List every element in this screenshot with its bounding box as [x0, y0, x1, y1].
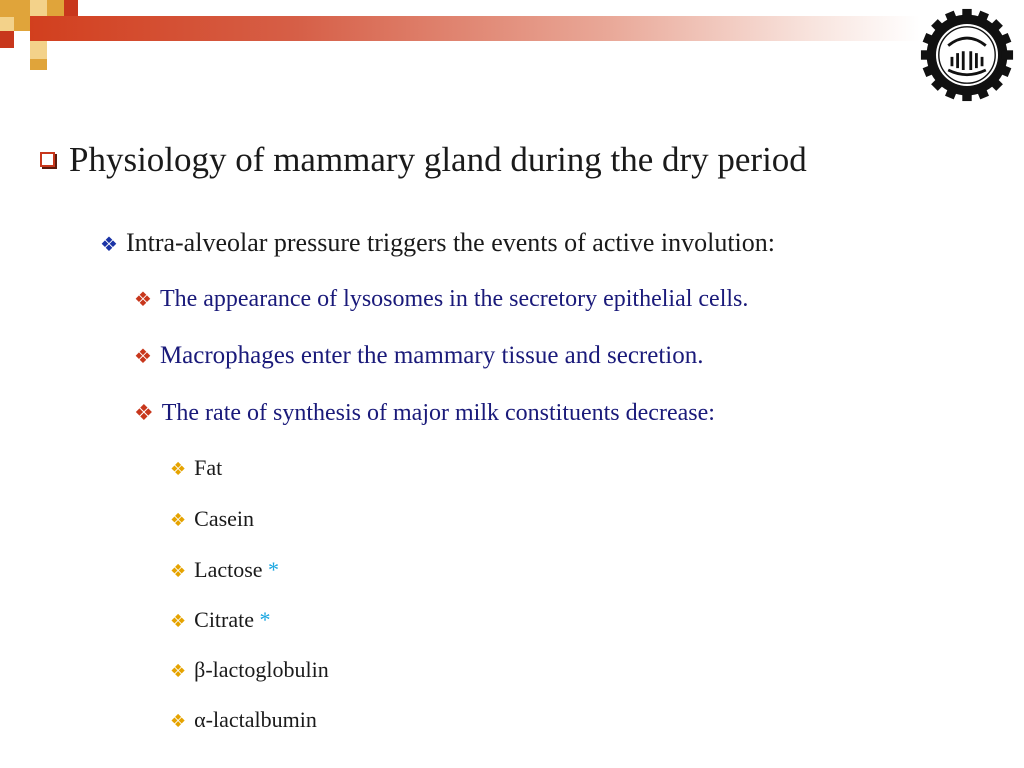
- diamond-cluster-icon: ❖: [134, 287, 152, 311]
- diamond-cluster-icon: ❖: [170, 510, 187, 531]
- level4-text: Lactose: [194, 557, 263, 582]
- diamond-cluster-icon: ❖: [170, 661, 187, 682]
- level4-bullet-item: [170, 506, 254, 532]
- university-gear-seal-logo: [920, 8, 1014, 102]
- level4-bullet-item: [170, 707, 317, 733]
- diamond-cluster-icon: ❖: [134, 401, 154, 426]
- slide-title-text: Physiology of mammary gland during the dry period: [69, 140, 807, 179]
- level3-bullet-item: [134, 342, 704, 370]
- asterisk-mark: *: [259, 607, 271, 632]
- asterisk-mark: *: [268, 557, 280, 582]
- level4-text: β-lactoglobulin: [194, 657, 329, 682]
- diamond-cluster-icon: ❖: [170, 459, 187, 480]
- level4-text: Fat: [194, 455, 223, 480]
- level4-bullet-item: [170, 657, 329, 683]
- diamond-cluster-icon: ❖: [170, 561, 187, 582]
- level3-text: The rate of synthesis of major milk constituents decrease:: [161, 400, 715, 426]
- diamond-cluster-icon: ❖: [134, 344, 152, 368]
- level3-bullet-item: [134, 400, 715, 427]
- hollow-square-icon: [40, 152, 55, 167]
- level4-text: Citrate: [194, 607, 255, 632]
- header-gradient-bar: [30, 16, 920, 41]
- level3-bullet-item: [134, 286, 748, 313]
- level4-text: α-lactalbumin: [194, 707, 317, 732]
- level4-bullet-item: [170, 607, 271, 633]
- level4-text: Casein: [194, 506, 255, 531]
- diamond-cluster-icon: ❖: [170, 611, 187, 632]
- level4-bullet-item: [170, 557, 279, 583]
- level3-text: The appearance of lysosomes in the secretory epithelial cells.: [159, 286, 749, 312]
- level2-bullet-item: [100, 228, 775, 258]
- diamond-cluster-icon: ❖: [100, 232, 118, 256]
- diamond-cluster-icon: ❖: [170, 711, 187, 732]
- level4-bullet-item: [170, 455, 222, 481]
- level3-text: Macrophages enter the mammary tissue and secretion.: [159, 342, 704, 369]
- level2-text: Intra-alveolar pressure triggers the events of active involution:: [125, 228, 775, 257]
- slide-title: [40, 140, 807, 180]
